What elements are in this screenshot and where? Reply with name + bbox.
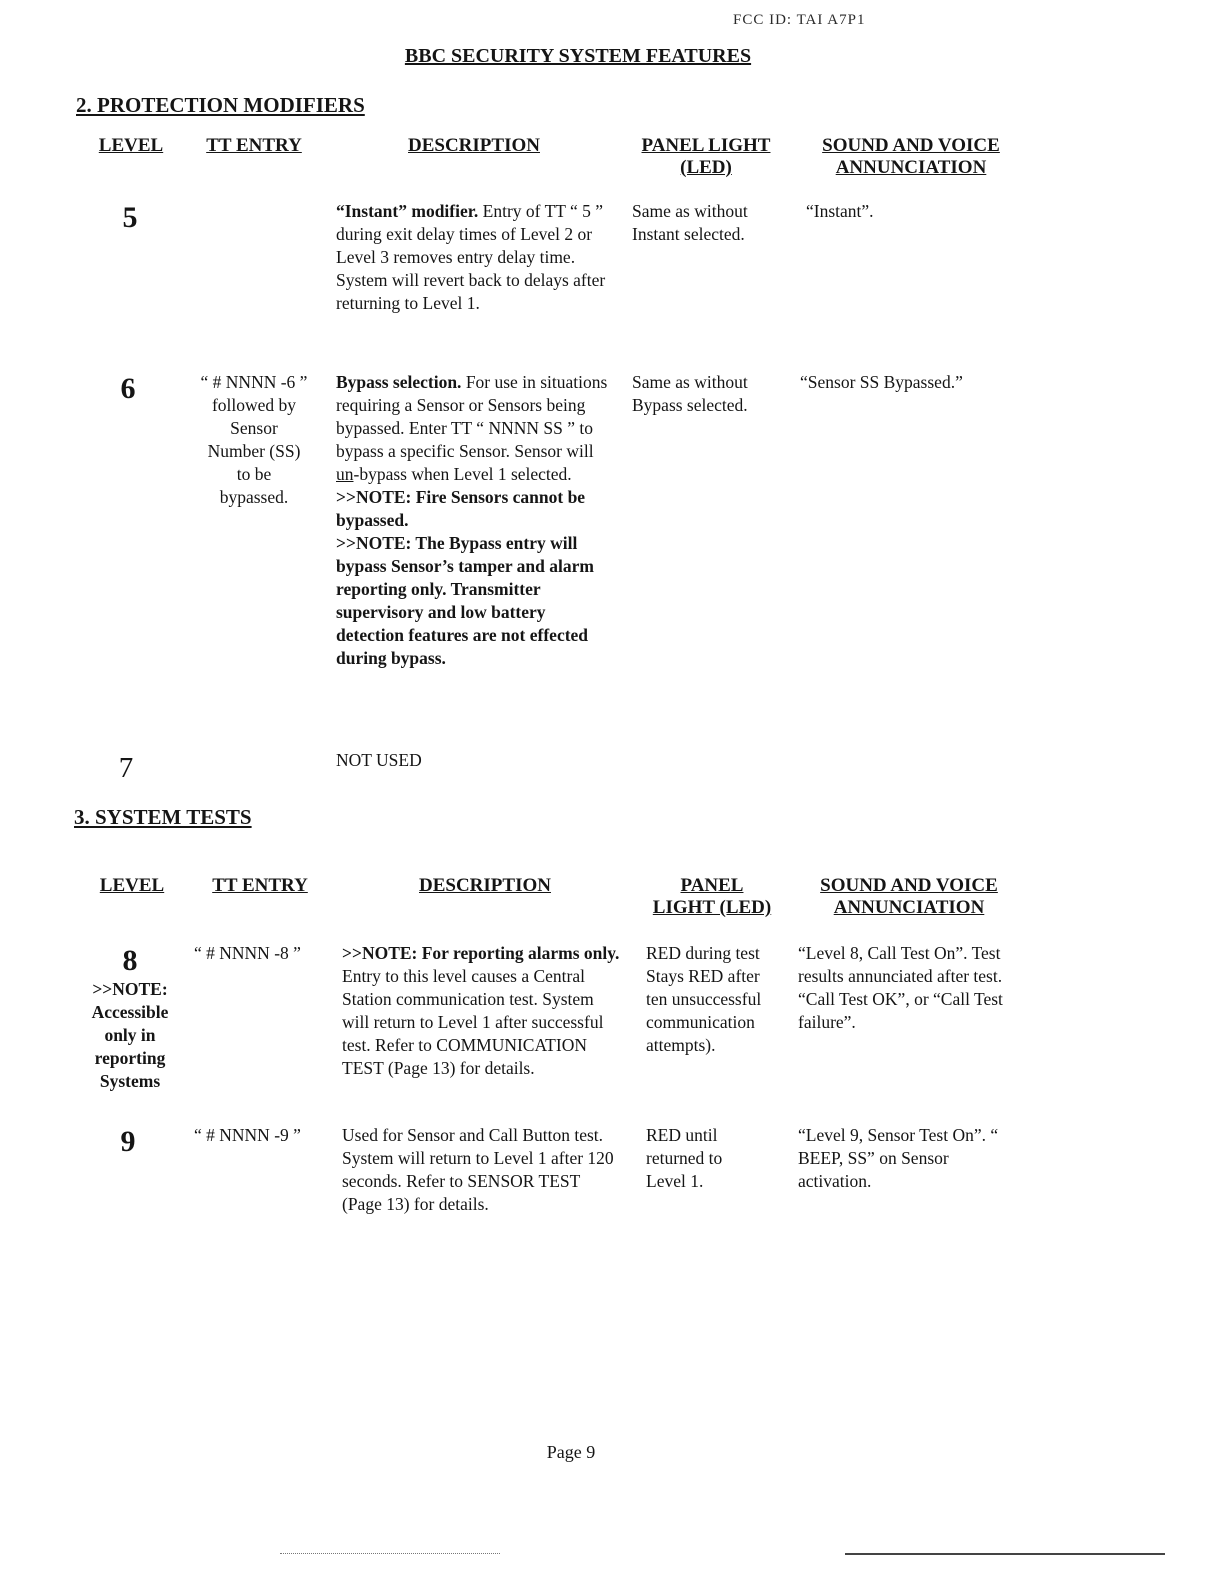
col3-panel-header	[638, 875, 786, 919]
row8-panel-light: RED during test Stays RED after ten unsuccessful communication attempts).	[646, 943, 762, 1055]
row5-sound: “Instant”.	[806, 201, 874, 221]
row7-description: NOT USED	[336, 750, 422, 770]
col3-sound-line1: SOUND AND VOICE	[820, 875, 998, 896]
row6-tt-line1: “ # NNNN -6 ”	[200, 372, 308, 392]
level-8: 8	[122, 944, 138, 977]
row9-tt-entry: “ # NNNN -9 ”	[194, 1125, 301, 1145]
page-title: BBC SECURITY SYSTEM FEATURES	[404, 45, 752, 67]
row6-desc-text: For use in situations requiring a Sensor or Sensors being bypassed. Enter TT “ NNNN SS ” to bypass a specific Sensor. Sensor will	[336, 372, 608, 461]
col-description-header: DESCRIPTION	[408, 135, 540, 156]
section-3-heading: 3. SYSTEM TESTS	[74, 805, 252, 829]
col3-sound-header	[803, 875, 1015, 919]
row6-tt-entry	[186, 371, 322, 509]
row6-desc-text2: -bypass when Level 1 selected.	[353, 464, 572, 484]
row6-tt-line4: Number (SS)	[207, 441, 301, 461]
col-level-header: LEVEL	[98, 135, 164, 156]
row8-sound: “Level 8, Call Test On”. Test results annunciated after test. “Call Test OK”, or “Call Test failure”.	[798, 943, 1003, 1032]
col3-panel-line2: LIGHT (LED)	[652, 897, 772, 918]
row5-panel-light: Same as without Instant selected.	[632, 201, 748, 244]
row8-desc-text: Entry to this level causes a Central Station communication test. System will return to Level 1 after successful test. Refer to COMMUNICATION TEST (Page 13) for details.	[342, 966, 604, 1078]
col-tt-entry-header: TT ENTRY	[206, 135, 302, 156]
level-7: 7	[118, 752, 134, 784]
row6-desc-bold: Bypass selection.	[336, 372, 462, 392]
row5-desc-text: Entry of TT “ 5 ” during exit delay times of Level 2 or Level 3 removes entry delay time. System will revert back to delays after returning to Level 1.	[336, 201, 606, 313]
row6-sound: “Sensor SS Bypassed.”	[800, 372, 963, 392]
scan-artifact-line	[845, 1553, 1165, 1555]
row6-desc-underlined: un	[336, 464, 354, 484]
col3-level-header: LEVEL	[99, 875, 165, 896]
col3-description-header: DESCRIPTION	[419, 875, 551, 896]
scan-artifact-dots	[280, 1553, 500, 1555]
level-9: 9	[120, 1125, 136, 1158]
page-number: Page 9	[546, 1442, 596, 1462]
row6-tt-line5: to be	[236, 464, 272, 484]
level-5: 5	[122, 201, 138, 234]
fcc-id: FCC ID: TAI A7P1	[733, 12, 866, 28]
row6-note-bypass: >>NOTE: The Bypass entry will bypass Sensor’s tamper and alarm reporting only. Transmitter supervisory and low battery detection features are not effected during bypass.	[336, 533, 594, 668]
row9-description: Used for Sensor and Call Button test. System will return to Level 1 after 120 seconds. Refer to SENSOR TEST (Page 13) for details.	[342, 1125, 614, 1214]
row9-panel-light: RED until returned to Level 1.	[646, 1125, 723, 1191]
row6-note-fire: >>NOTE: Fire Sensors cannot be bypassed.	[336, 487, 586, 530]
row6-panel-light: Same as without Bypass selected.	[632, 372, 748, 415]
col-panel-light-header	[628, 135, 784, 179]
col-panel-light-line2: (LED)	[680, 157, 732, 178]
col3-tt-entry-header: TT ENTRY	[212, 875, 308, 896]
col-sound-line1: SOUND AND VOICE	[822, 135, 1000, 156]
row8-desc-bold: >>NOTE: For reporting alarms only.	[342, 943, 620, 963]
row6-tt-line2: followed by	[211, 395, 297, 415]
row6-tt-line6: bypassed.	[219, 487, 289, 507]
row6-description	[336, 371, 608, 670]
row6-tt-line3: Sensor	[230, 418, 278, 438]
col3-panel-line1: PANEL	[680, 875, 744, 896]
col-sound-line2: ANNUNCIATION	[835, 157, 987, 178]
level-8-note: >>NOTE: Accessible only in reporting Systems	[91, 979, 169, 1091]
row8-tt-entry: “ # NNNN -8 ”	[194, 943, 301, 963]
col3-sound-line2: ANNUNCIATION	[833, 897, 985, 918]
section-2-heading: 2. PROTECTION MODIFIERS	[76, 93, 365, 117]
row8-level-cell	[82, 944, 178, 1093]
row5-description	[336, 200, 608, 315]
col-panel-light-line1: PANEL LIGHT	[641, 135, 771, 156]
row5-desc-bold: “Instant” modifier.	[336, 201, 479, 221]
row8-description	[342, 942, 624, 1080]
col-sound-header	[806, 135, 1016, 179]
level-6: 6	[120, 372, 136, 405]
row9-sound: “Level 9, Sensor Test On”. “ BEEP, SS” on Sensor activation.	[798, 1125, 999, 1191]
